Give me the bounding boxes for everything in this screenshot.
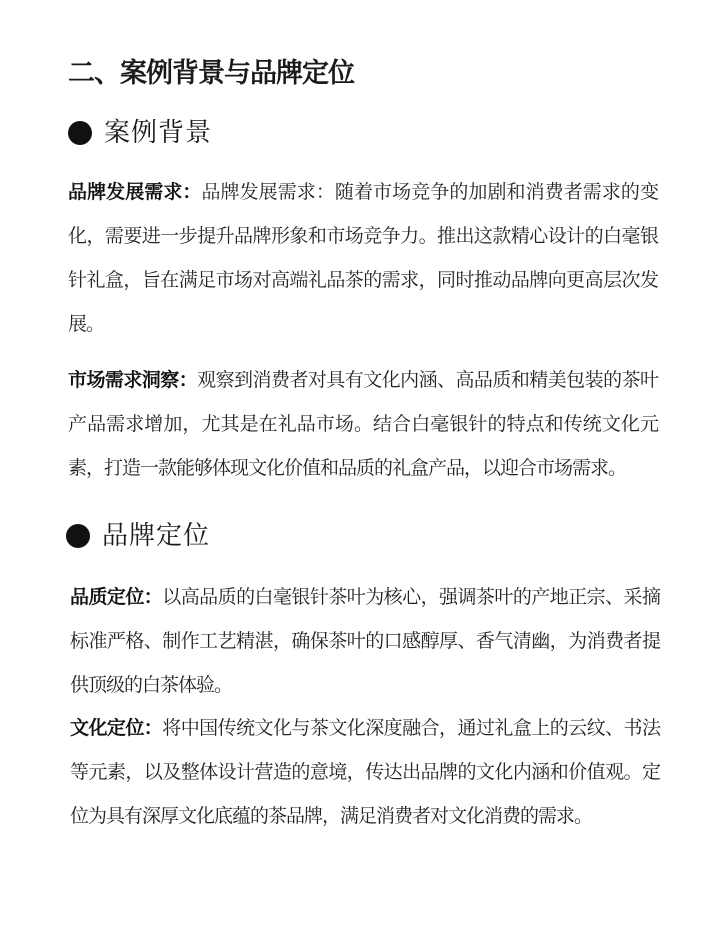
bullet-dot-icon — [68, 121, 92, 145]
paragraph-culture-positioning — [70, 706, 660, 838]
paragraph-text: 观察到消费者对具有文化内涵、高品质和精美包装的茶叶产品需求增加，尤其是在礼品市场。结合白毫银针的特点和传统文化元素，打造一款能够体现文化价值和品质的礼盒产品，以迎合市场需求。 — [68, 369, 658, 479]
paragraph-label: 文化定位： — [70, 717, 163, 739]
section-heading-text: 案例背景 — [104, 118, 213, 148]
paragraph-text: 品牌发展需求：随着市场竞争的加剧和消费者需求的变化，需要进一步提升品牌形象和市场竞争力。推出这款精心设计的白毫银针礼盒，旨在满足市场对高端礼品茶的需求，同时推动品牌向更高层次发展。 — [68, 181, 658, 335]
section-heading-text: 品牌定位 — [102, 521, 211, 551]
paragraph-brand-development — [68, 170, 658, 346]
section-heading-positioning — [66, 519, 210, 553]
bullet-dot-icon — [66, 524, 90, 548]
page-title: 二、案例背景与品牌定位 — [68, 58, 354, 89]
paragraph-label: 市场需求洞察： — [68, 369, 198, 391]
paragraph-market-insight — [68, 358, 658, 490]
paragraph-label: 品质定位： — [70, 586, 163, 608]
paragraph-label: 品牌发展需求： — [68, 181, 202, 203]
paragraph-text: 以高品质的白毫银针茶叶为核心，强调茶叶的产地正宗、采摘标准严格、制作工艺精湛，确保茶叶的口感醇厚、香气清幽，为消费者提供顶级的白茶体验。 — [70, 586, 660, 696]
section-heading-background — [68, 116, 212, 150]
paragraph-text: 将中国传统文化与茶文化深度融合，通过礼盒上的云纹、书法等元素，以及整体设计营造的意境，传达出品牌的文化内涵和价值观。定位为具有深厚文化底蕴的茶品牌，满足消费者对文化消费的需求。 — [70, 717, 660, 827]
paragraph-quality-positioning — [70, 575, 660, 707]
